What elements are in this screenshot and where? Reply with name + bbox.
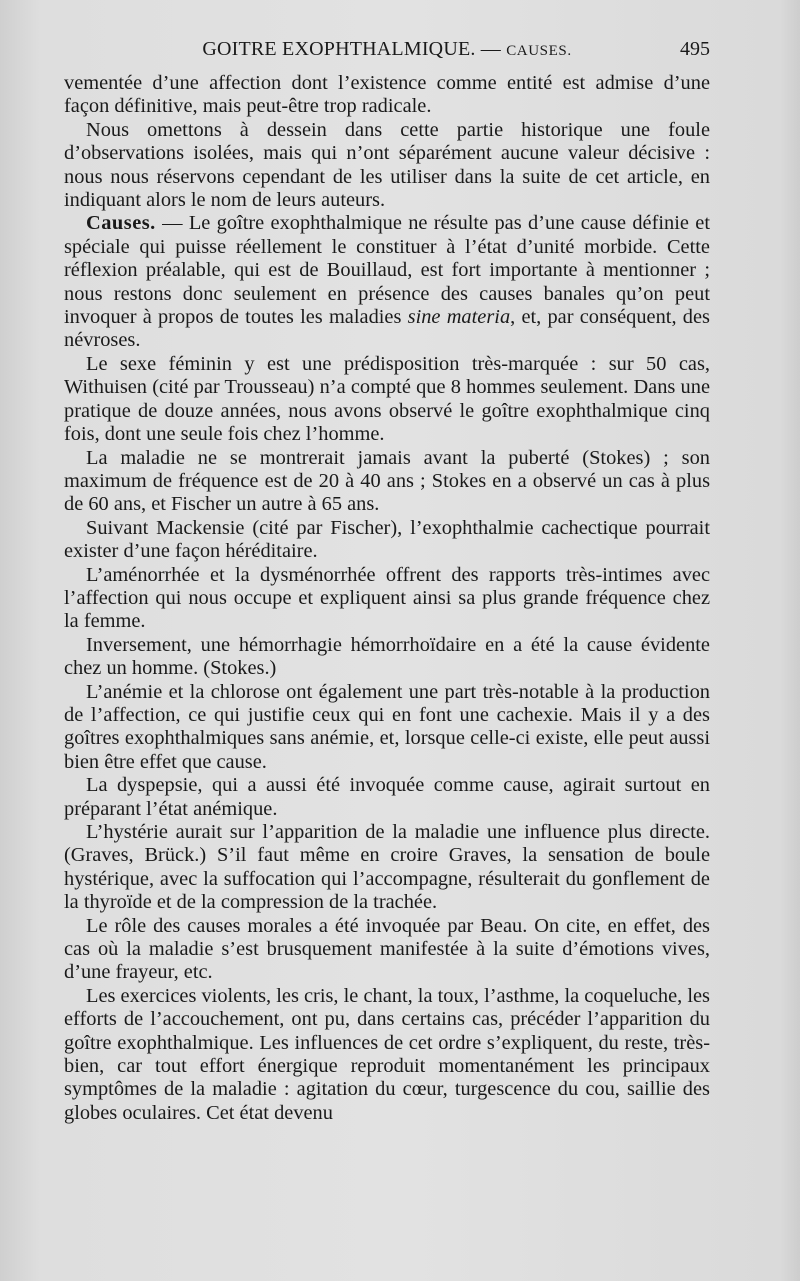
paragraph-continuation: vementée d’une affection dont l’existence comme entité est admise d’une façon définitive, mais peut-être trop radicale.	[64, 72, 710, 118]
italic-term: sine materia	[407, 306, 511, 329]
paragraph: Inversement, une hémorrhagie hémorrhoïdaire en a été la cause évidente chez un homme. (Stokes.)	[64, 633, 710, 680]
running-title-main: GOITRE EXOPHTHALMIQUE. —	[202, 38, 501, 60]
paragraph-text: — Le goître exophthalmique ne résulte pas d’une cause définie et spéciale qui puisse réellement le constituer à l’état d’unité morbide. Cette réflexion préalable, qui est de Bouillaud, est fort importante à mentionner ; nous restons donc seulement en présence des causes banales qu’on peut invoquer à propos de toutes les maladies	[64, 212, 710, 329]
paragraph: L’anémie et la chlorose ont également une part très-notable à la production de l’affection, ce qui justifie ceux qui en font une cachexie. Mais il y a des goîtres exophthalmiques sans anémie, et, lorsque celle-ci existe, elle peut aussi bien être effet que cause.	[64, 680, 710, 773]
paragraph: L’aménorrhée et la dysménorrhée offrent des rapports très-intimes avec l’affection qui nous occupe et expliquent ainsi sa plus grande fréquence chez la femme.	[64, 563, 710, 633]
paragraph-causes	[64, 212, 710, 352]
paragraph: Suivant Mackensie (cité par Fischer), l’exophthalmie cachectique pourrait exister d’une façon héréditaire.	[64, 516, 710, 563]
page-number: 495	[680, 38, 710, 60]
body-text	[64, 72, 710, 1125]
paragraph: La dyspepsie, qui a aussi été invoquée comme cause, agirait surtout en préparant l’état anémique.	[64, 774, 710, 820]
paragraph: Les exercices violents, les cris, le chant, la toux, l’asthme, la coqueluche, les efforts de l’accouchement, ont pu, dans certains cas, précéder l’apparition du goître exophthalmique. Les influences de cet ordre s’expliquent, du reste, très-bien, car tout effort énergique reproduit momentanément les principaux symptômes de la maladie : agitation du cœur, turgescence du cou, saillie des globes oculaires. Cet état devenu	[64, 984, 710, 1124]
paragraph: L’hystérie aurait sur l’apparition de la maladie une influence plus directe. (Graves, Brück.) S’il faut même en croire Graves, la sensation de boule hystérique, avec la suffocation qui l’accompagne, résulterait du gonflement de la thyroïde et de la compression de la trachée.	[64, 821, 710, 914]
section-heading-causes: Causes.	[86, 212, 156, 235]
paragraph: Le rôle des causes morales a été invoquée par Beau. On cite, en effet, des cas où la maladie s’est brusquement manifestée à la suite d’émotions vives, d’une frayeur, etc.	[64, 914, 710, 984]
paragraph: La maladie ne se montrerait jamais avant la puberté (Stokes) ; son maximum de fréquence est de 20 à 40 ans ; Stokes en a observé un cas à plus de 60 ans, et Fischer un autre à 65 ans.	[64, 446, 710, 516]
running-title	[64, 38, 710, 61]
paragraph: Le sexe féminin y est une prédisposition très-marquée : sur 50 cas, Withuisen (cité par Trousseau) n’a compté que 8 hommes seulement. Dans une pratique de douze années, nous avons observé le goître exophthalmique cinq fois, dont une seule fois chez l’homme.	[64, 352, 710, 446]
running-title-section: CAUSES.	[506, 43, 572, 59]
running-head	[64, 38, 710, 66]
paragraph-text: , et, par conséquent, des névroses.	[64, 306, 710, 352]
paragraph: Nous omettons à dessein dans cette partie historique une foule d’observations isolées, mais qui n’ont séparément aucune valeur décisive : nous nous réservons cependant de les utiliser dans la suite de cet article, en indiquant alors le nom de leurs auteurs.	[64, 118, 710, 212]
